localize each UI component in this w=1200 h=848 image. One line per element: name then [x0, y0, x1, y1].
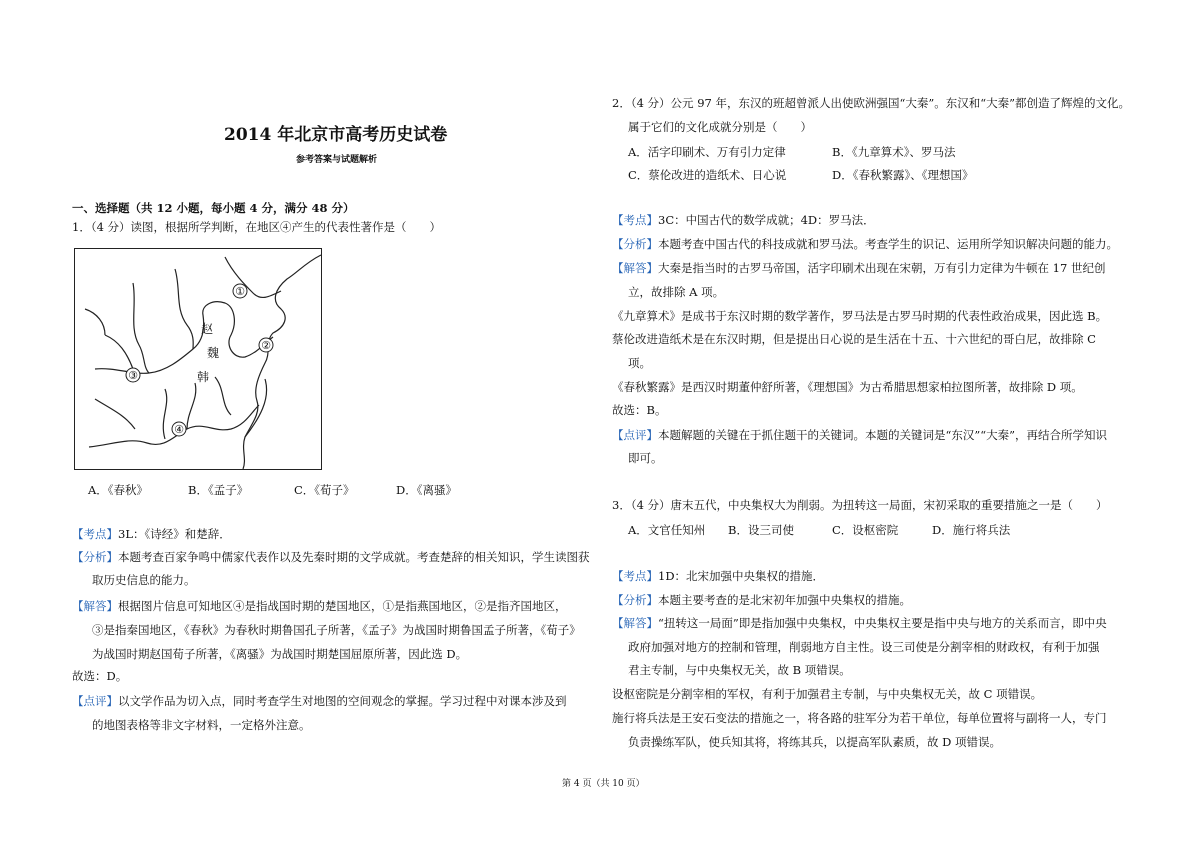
q3-jieda: 【解答】“扭转这一局面”即是指加强中央集权，中央集权主要是指中央与地方的关系而言，即中央 [612, 616, 1107, 630]
map-label-4: ④ [174, 423, 184, 436]
q3-jieda-2: 政府加强对地方的控制和管理，削弱地方自主性。设三司使是分割宰相的财政权，有利于加强 [628, 640, 1100, 654]
q3-jieda-5: 施行将兵法是王安石变法的措施之一，将各路的驻军分为若干单位，每单位置将与副将一人，专门 [612, 711, 1107, 725]
q3-kaodian: 【考点】1D：北宋加强中央集权的措施． [612, 569, 825, 583]
q2-dianping: 【点评】本题解题的关键在于抓住题干的关键词。本题的关键词是“东汉”“大秦”，再结合所学知识 [612, 428, 1108, 442]
q1-jieda-2: ③是指秦国地区，《春秋》为春秋时期鲁国孔子所著，《孟子》为战国时期鲁国孟子所著，《荀子》 [92, 623, 581, 637]
q2-option-c: C．蔡伦改进的造纸术、日心说 [628, 168, 787, 182]
q3-option-d: D．施行将兵法 [932, 523, 1011, 537]
q3-jieda-3: 君主专制，与中央集权无关，故 B 项错误。 [628, 663, 851, 677]
q1-map [74, 248, 322, 470]
q1-dianping: 【点评】以文学作品为切入点，同时考查学生对地图的空间观念的掌握。学习过程中对课本涉及到 [72, 694, 567, 708]
q2-option-d: D．《春秋繁露》、《理想国》 [832, 168, 974, 182]
map-label-wei: 魏 [207, 346, 220, 360]
q3-option-b: B．设三司使 [728, 523, 794, 537]
q1-option-b: B．《孟子》 [188, 483, 249, 497]
section-heading: 一、选择题（共 12 小题，每小题 4 分，满分 48 分） [72, 201, 355, 215]
q2-jieda: 【解答】大秦是指当时的古罗马帝国，活字印刷术出现在宋朝，万有引力定律为牛顿在 17 世纪创 [612, 261, 1106, 275]
page-subtitle: 参考答案与试题解析 [296, 155, 378, 165]
q3-option-a: A．文官任知州 [628, 523, 706, 537]
q3-jieda-6: 负责操练军队，使兵知其将，将练其兵，以提高军队素质，故 D 项错误。 [628, 735, 1002, 749]
q3-option-c: C．设枢密院 [832, 523, 899, 537]
q3-stem: 3．（4 分）唐末五代，中央集权大为削弱。为扭转这一局面，宋初采取的重要措施之一是（ ） [612, 498, 1108, 512]
q1-stem: 1．（4 分）读图，根据所学判断，在地区④产生的代表性著作是（ ） [72, 220, 442, 234]
q2-jieda-3: 《九章算术》是成书于东汉时期的数学著作，罗马法是古罗马时期的代表性政治成果，因此选 B。 [612, 309, 1108, 323]
page-title: 2014 年北京市高考历史试卷 [224, 125, 448, 145]
q2-stem: 2．（4 分）公元 97 年，东汉的班超曾派人出使欧洲强国“大秦”。东汉和“大秦”都创造了辉煌的文化。 [612, 96, 1130, 110]
q1-fenxi-cont: 取历史信息的能力。 [92, 573, 196, 587]
q1-dianping-cont: 的地图表格等非文字材料，一定格外注意。 [92, 718, 311, 732]
q1-answer: 故选：D。 [72, 669, 128, 683]
q1-kaodian: 【考点】3L：《诗经》和楚辞． [72, 527, 231, 541]
q2-jieda-5: 项。 [628, 356, 651, 370]
map-drawing [75, 249, 321, 469]
q2-fenxi: 【分析】本题考查中国古代的科技成就和罗马法。考查学生的识记、运用所学知识解决问题的能力。 [612, 237, 1118, 251]
map-label-3: ③ [128, 369, 138, 382]
q2-kaodian: 【考点】3C：中国古代的数学成就；4D：罗马法． [612, 213, 875, 227]
map-label-1: ① [235, 285, 245, 298]
map-label-han: 韩 [197, 370, 210, 384]
q2-stem-cont: 属于它们的文化成就分别是（ ） [628, 120, 812, 134]
q2-option-b: B．《九章算术》、罗马法 [832, 145, 956, 159]
q2-jieda-4: 蔡伦改进造纸术是在东汉时期，但是提出日心说的是生活在十五、十六世纪的哥白尼，故排除 C [612, 332, 1096, 346]
q1-option-c: C．《荀子》 [294, 483, 355, 497]
q1-option-a: A．《春秋》 [88, 483, 149, 497]
q1-option-d: D．《离骚》 [396, 483, 457, 497]
q2-dianping-cont: 即可。 [628, 451, 663, 465]
q2-answer: 故选：B。 [612, 403, 667, 417]
q3-fenxi: 【分析】本题主要考查的是北宋初年加强中央集权的措施。 [612, 593, 911, 607]
map-label-2: ② [261, 339, 271, 352]
q1-fenxi: 【分析】本题考查百家争鸣中儒家代表作以及先秦时期的文学成就。考查楚辞的相关知识，学生读图获 [72, 550, 590, 564]
map-label-zhao: 赵 [201, 322, 214, 336]
q2-jieda-2: 立，故排除 A 项。 [628, 285, 725, 299]
page-footer: 第 4 页（共 10 页） [562, 779, 645, 789]
q2-option-a: A．活字印刷术、万有引力定律 [628, 145, 786, 159]
q2-jieda-6: 《春秋繁露》是西汉时期董仲舒所著，《理想国》为古希腊思想家柏拉图所著，故排除 D 项。 [612, 380, 1083, 394]
q3-jieda-4: 设枢密院是分割宰相的军权，有利于加强君主专制，与中央集权无关，故 C 项错误。 [612, 687, 1043, 701]
q1-jieda-3: 为战国时期赵国荀子所著，《离骚》为战国时期楚国屈原所著，因此选 D。 [92, 647, 468, 661]
q1-jieda: 【解答】根据图片信息可知地区④是指战国时期的楚国地区，①是指燕国地区，②是指齐国地区， [72, 599, 567, 613]
